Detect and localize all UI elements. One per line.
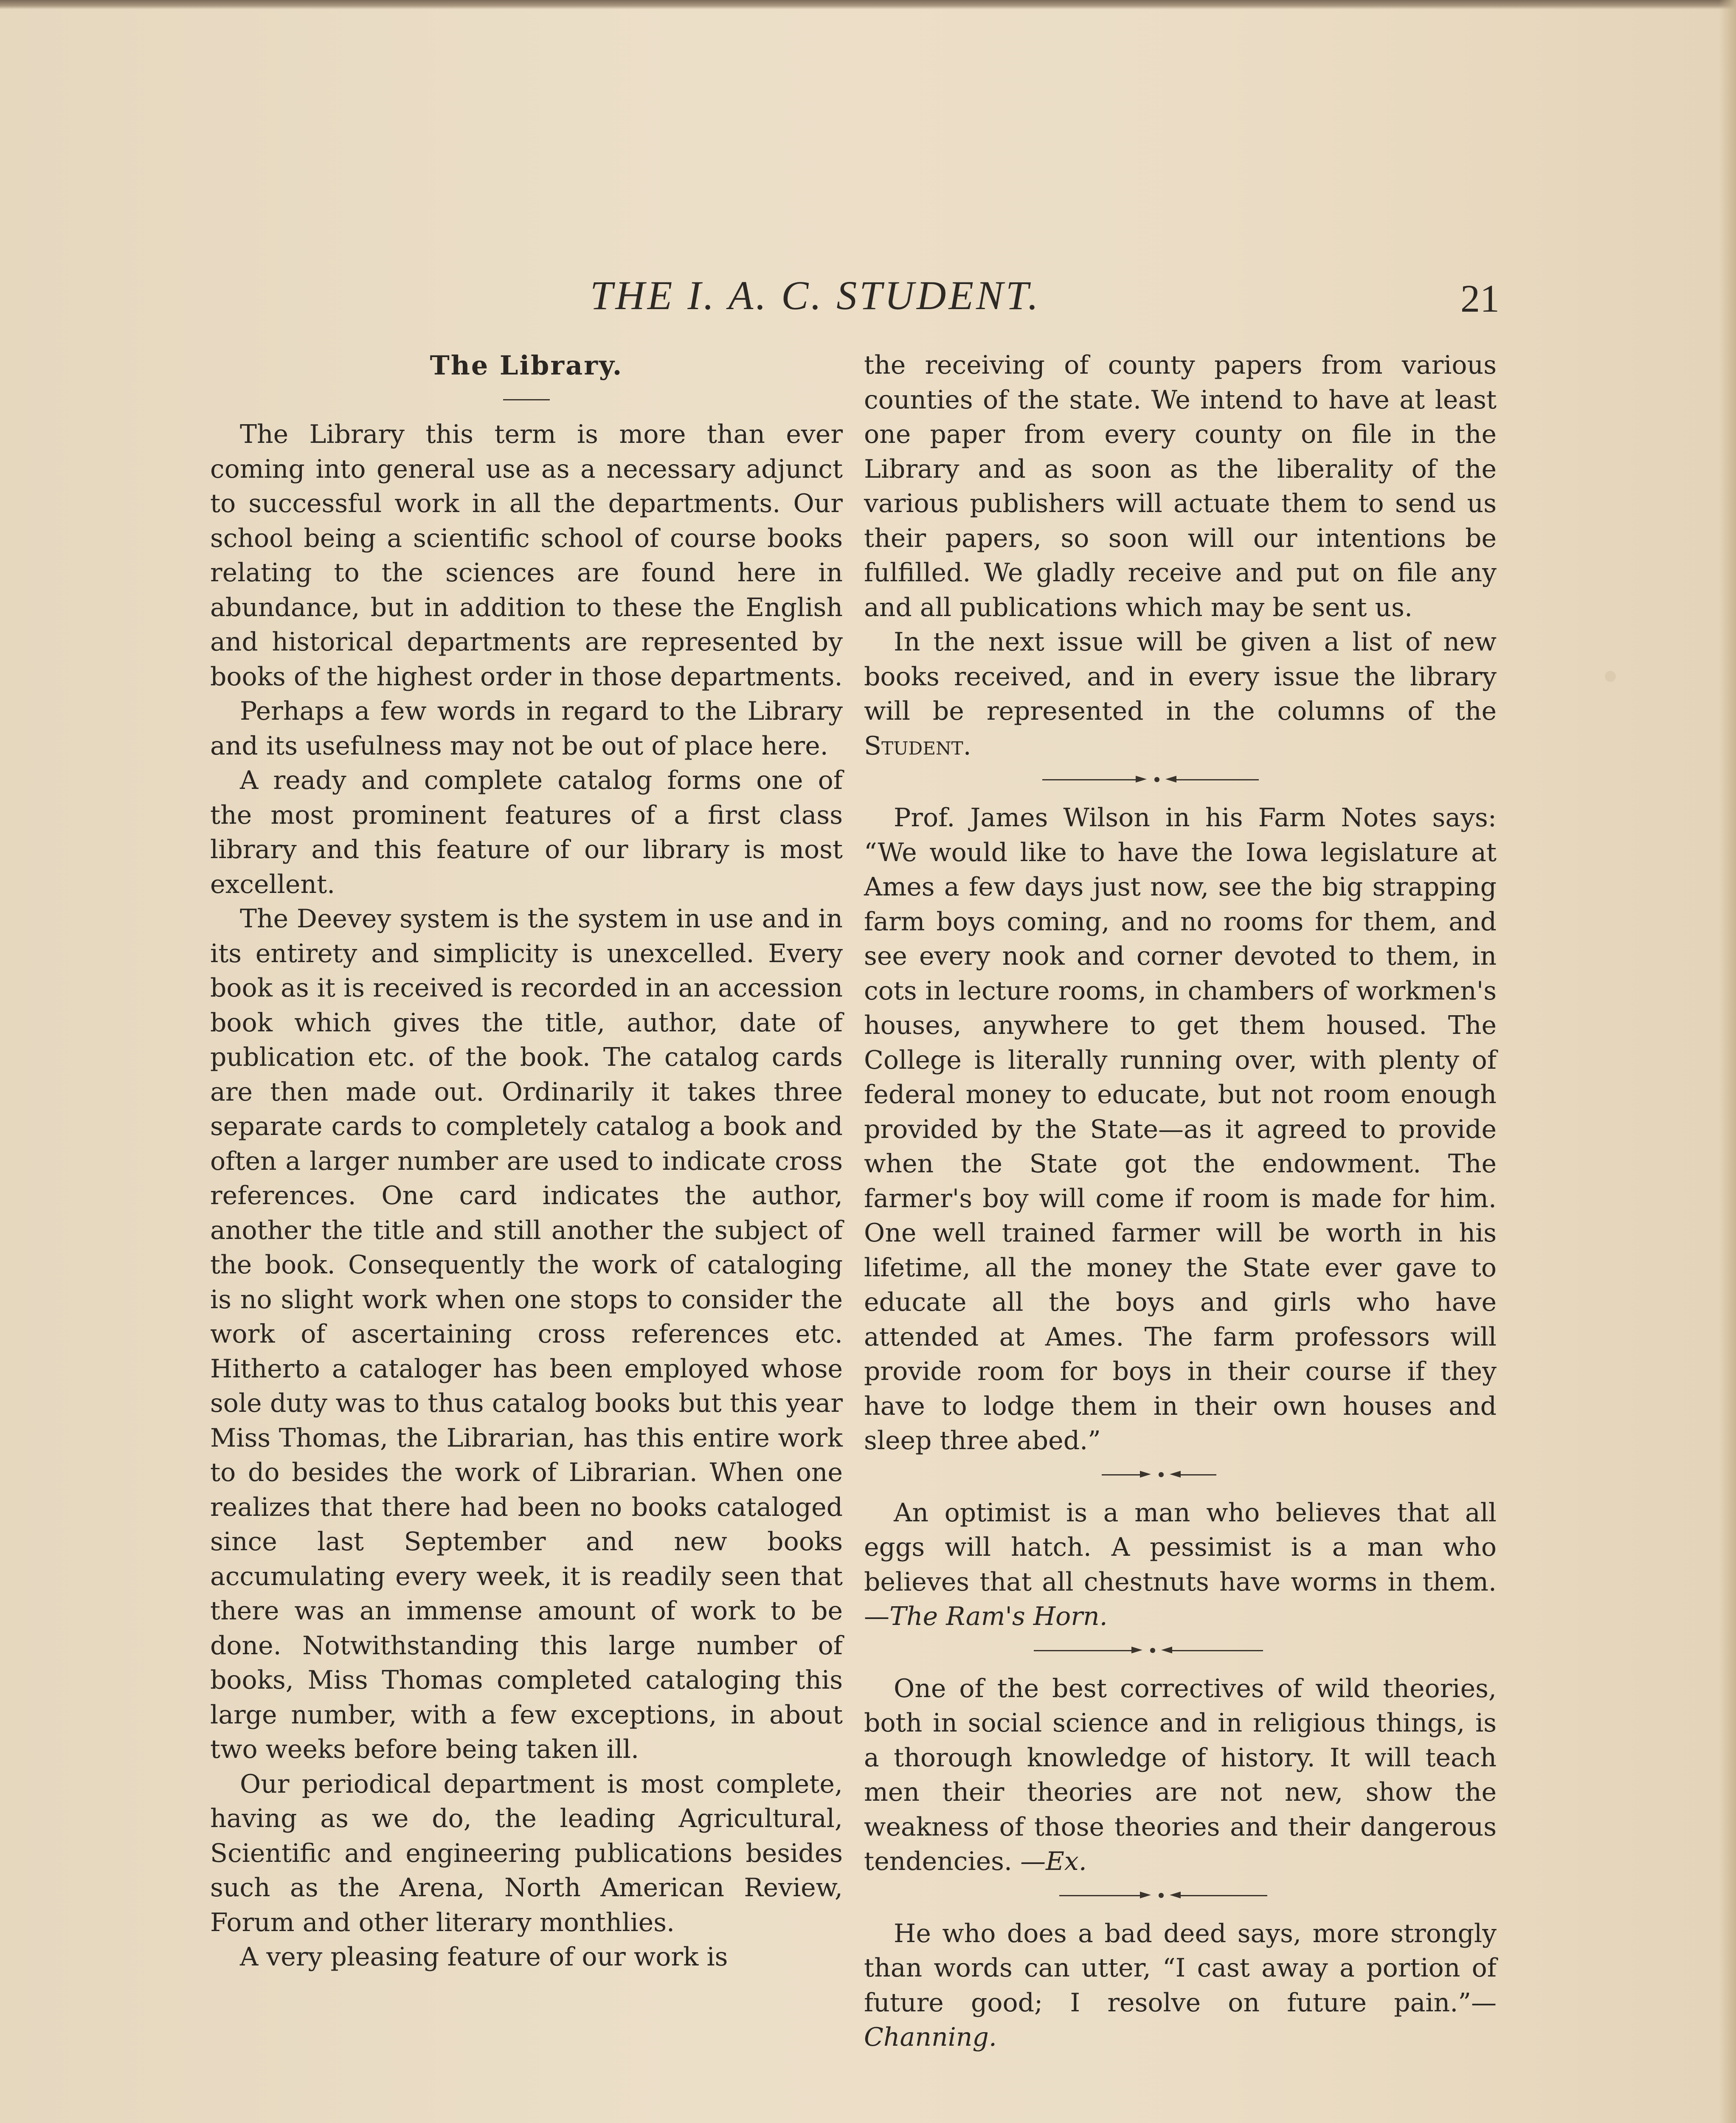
article-paragraph: The Deevey system is the system in use and in its entirety and simplicity is unexcelled. Every book as it is received is recorded in an accession book which gives the title, author, date of publication etc. of the book. The catalog cards are then made out. Ordinarily it takes three separate cards to completely catalog a book and often a larger number are used to indicate cross references. One card indicates the author, another the title and still another the subject of the book. Consequently the work of cataloging is no slight work when one stops to consider the work of ascertaining cross references etc. Hitherto a cataloger has been employed whose sole duty was to thus catalog books but this year Miss Thomas, the Librarian, has this entire work to do besides the work of Librarian. When one realizes that there had been no books cataloged since last September and new books accumulating every week, it is readily seen that there was an immense amount of work to be done. Notwithstanding this large number of books, Miss Thomas completed cataloging this large number, with a few exceptions, in about two weeks before being taken ill. — [210, 904, 843, 1764]
news-item — [864, 1496, 1497, 1634]
quote-source: The Ram's Horn. — [889, 1602, 1108, 1631]
page-top-edge — [0, 0, 1736, 9]
paper-spot — [1605, 671, 1616, 682]
quote-text: He who does a bad deed says, more strongly than words can utter, “I cast away a portion of future good; I resolve on future pain.”— — [864, 1918, 1497, 2018]
section-separator — [864, 1642, 1497, 1659]
section-separator — [864, 1887, 1497, 1904]
news-item: Prof. James Wilson in his Farm Notes says: “We would like to have the Iowa legislature at Ames a few days just now, see the big strapping farm boys coming, and no rooms for them, and see every nook and corner devoted to them, in cots in lecture rooms, in chambers of workmen's houses, anywhere to get them housed. The College is literally running over, with plenty of federal money to educate, but not room enough provided by the State—as it agreed to provide when the State got the endowment. The farmer's boy will come if room is made for him. One well trained farmer will be worth in his lifetime, all the money the State ever gave to educate all the boys and girls who have attended at Ames. The farm professors will provide room for boys in their course if they have to lodge them in their own houses and sleep three abed.” — [864, 803, 1497, 1456]
section-separator — [864, 771, 1497, 788]
student-word: Student. — [864, 731, 971, 761]
article-paragraph — [864, 625, 1497, 763]
right-column — [864, 348, 1497, 2055]
title-rule — [503, 399, 550, 400]
quote-source: Channing. — [864, 2022, 997, 2052]
page-number: 21 — [1460, 277, 1500, 320]
news-item — [864, 1672, 1497, 1879]
section-separator — [864, 1466, 1497, 1483]
article-paragraph: the receiving of county papers from various counties of the state. We intend to have at least one paper from every county on file in the Library and as soon as the liberality of the various publishers will actuate them to send us their papers, so soon will our intentions be fulfilled. We gladly receive and put on file any and all publications which may be sent us. — [864, 350, 1497, 622]
article-paragraph: A very pleasing feature of our work is — [240, 1942, 728, 1972]
article-title: The Library. — [430, 350, 623, 381]
article-paragraph: A ready and complete catalog forms one of the most prominent features of a first class library and this feature of our library is most excellent. — [210, 766, 843, 899]
article-paragraph: Our periodical department is most complete, having as we do, the leading Agricultural, Scientific and engineering publications besides such as the Arena, North American Review, Forum and other literary monthlies. — [210, 1769, 843, 1937]
quote-source: —Ex. — [1020, 1847, 1087, 1876]
news-item — [864, 1917, 1497, 2055]
article-paragraph: The Library this term is more than ever coming into general use as a necessary adjunct to successful work in all the departments. Our school being a scientific school of course books relating to the sciences are found here in abundance, but in addition to these the English and historical departments are represented by books of the highest order in those departments. — [210, 420, 843, 692]
article-paragraph: Perhaps a few words in regard to the Library and its usefulness may not be out of place here. — [210, 696, 843, 761]
article-text: In the next issue will be given a list of new books received, and in every issue the library will be represented in the columns of the — [864, 627, 1497, 726]
left-column — [210, 348, 843, 1975]
quote-text: One of the best correctives of wild theories, both in social science and in religious things, is a thorough knowledge of history. It will teach men their theories are not new, show the weakness of those theories and their dangerous tendencies. — [864, 1673, 1497, 1876]
page-header-title: THE I. A. C. STUDENT. — [590, 273, 1041, 318]
quote-text: An optimist is a man who believes that all eggs will hatch. A pessimist is a man who believes that all chestnuts have worms in them.— — [864, 1498, 1497, 1631]
page-right-edge — [1719, 0, 1736, 2123]
